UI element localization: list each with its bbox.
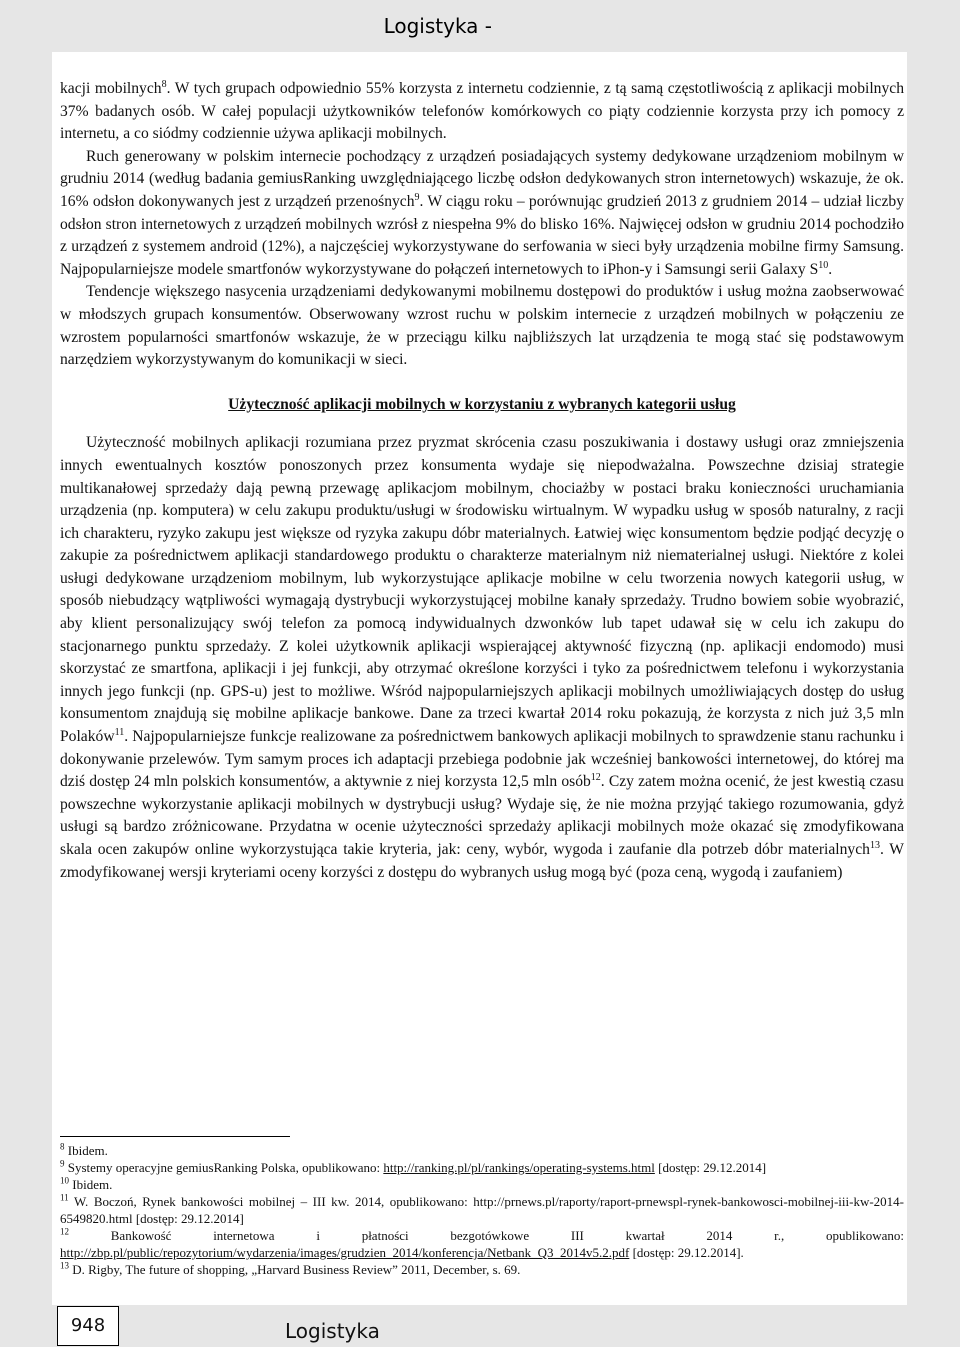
paragraph	[60, 78, 904, 146]
footer-title: Logistyka	[285, 1319, 380, 1343]
header-title: Logistyka -	[383, 14, 492, 38]
footnote-number: 13	[60, 1260, 69, 1271]
document-page	[52, 52, 907, 1305]
footnote-text: Ibidem.	[67, 1143, 108, 1158]
footnote-ref: 9	[414, 191, 420, 203]
footnote-ref: 8	[161, 78, 167, 90]
footnote-number: 9	[60, 1158, 65, 1169]
article-body	[60, 78, 904, 884]
text-run: kacji mobilnych	[60, 80, 162, 97]
footnote-text: Systemy operacyjne gemiusRanking Polska, opublikowano:	[67, 1160, 384, 1175]
page-number: 948	[57, 1306, 119, 1346]
footnote-12	[60, 1227, 904, 1261]
footnote-ref: 13	[869, 839, 880, 851]
text-run: . W tych grupach odpowiednio 55% korzysta z internetu codziennie, z tą samą częstotliwością z aplikacji mobilnych 37% badanych osób. W całej populacji użytkowników telefonów komórkowych co piąty codziennie korzysta przy ich pomocy z internetu, a co siódmy codziennie używa aplikacji mobilnych.	[60, 80, 904, 143]
text-run: . Najpopularniejsze funkcje realizowane za pośrednictwem bankowych aplikacji mobilnych to sprawdzenie stanu rachunku i dokonywanie przelewów. Tym samym proces ich adaptacji przebiega podobnie jak wcześniej bankowości internetowej, do której ma dziś dostęp 24 mln polskich konsumentów, a aktywnie z niej korzysta 12,5 mln osób	[60, 728, 904, 791]
footnote-ref: 11	[114, 726, 125, 738]
footnote-ref: 10	[818, 259, 829, 271]
paragraph: Tendencje większego nasycenia urządzeniami dedykowanymi mobilnemu dostępowi do produktów i usług można zaobserwować w młodszych grupach konsumentów. Obserwowany wzrost ruchu w polskim internecie z urządzeń mobilnych w połączeniu ze wzrostem popularności smartfonów wskazuje, że w przeciągu kilku najbliższych lat urządzenia te mogą stać się podstawowym narzędziem wykorzystywanym do komunikacji w sieci.	[60, 283, 904, 369]
footnote-ref: 12	[590, 772, 601, 784]
footnote-text: D. Rigby, The future of shopping, „Harvard Business Review” 2011, December, s. 69.	[72, 1262, 521, 1277]
footnote-text: W. Boczoń, Rynek bankowości mobilnej – III kw. 2014, opublikowano: http://prnews.pl/raporty/raport-prnewspl-rynek-bankowosci-mobilnej-iii-kw-2014-6549820.html [dostęp: 29.12.2014]	[60, 1194, 904, 1226]
text-run: . W zmodyfikowanej wersji kryteriami oceny korzyści z dostępu do wybranych usług mogą być (poza ceną, wygodą i zaufaniem)	[60, 841, 904, 881]
text-run: .	[828, 260, 833, 278]
footnote-text: Ibidem.	[72, 1177, 113, 1192]
footnote-link[interactable]: http://zbp.pl/public/repozytorium/wydarzenia/images/grudzien_2014/konferencja/Netbank_Q3_2014v5.2.pdf	[60, 1245, 630, 1260]
footnote-text: [dostęp: 29.12.2014]	[654, 1160, 767, 1175]
footnote-number: 12	[60, 1226, 69, 1237]
text-run: Ruch generowany w polskim internecie pochodzący z urządzeń posiadających systemy dedykowane urządzeniom mobilnym w grudniu 2014 (według badania gemiusRanking uwzględniającego liczbę odsłon dedykowanych stron internetowych) wskazuje, że ok. 16% odsłon dokonywanych jest z urządzeń przenośnych	[60, 147, 904, 210]
text-run: . W ciągu roku – porównując grudzień 2013 z grudniem 2014 – udział liczby odsłon stron internetowych z urządzeń mobilnych wzrósł z niespełna 9% do blisko 16%. Najwięcej odsłon w grudniu 2014 pochodziło z urządzeń z systemem android (12%), a najczęściej wykorzystywane do serfowania w sieci były urządzenia mobilne firmy Samsung. Najpopularniejsze modele smartfonów wykorzystywane do połączeń internetowych to iPhon-y i Samsungi serii Galaxy S	[60, 192, 904, 278]
footnote-10	[60, 1176, 904, 1193]
footnote-text: Bankowość internetowa i płatności bezgotówkowe III kwartał 2014 r., opublikowano:	[110, 1228, 904, 1243]
footnote-link[interactable]: http://ranking.pl/pl/rankings/operating-systems.html	[383, 1160, 655, 1175]
footnote-9	[60, 1159, 904, 1176]
footnote-13	[60, 1261, 904, 1278]
footnote-number: 11	[60, 1192, 69, 1203]
page-header	[0, 0, 960, 44]
footnote-separator	[60, 1136, 290, 1137]
text-run: . Czy zatem można ocenić, że jest kwestią czasu powszechne wykorzystanie aplikacji mobilnych w dystrybucji usług? Wydaje się, że nie można przyjąć takiego rozumowania, gdyż usługi są bardzo zróżnicowane. Przydatna w ocenie użyteczności sprzedaży aplikacji mobilnych może okazać się zmodyfikowana skala ocen zakupów online wykorzystująca takie kryteria, jak: ceny, wybór, wygoda i zaufanie dla potrzeb dóbr materialnych	[60, 773, 904, 858]
footnote-number: 8	[60, 1141, 65, 1152]
section-heading: Użyteczność aplikacji mobilnych w korzystaniu z wybranych kategorii usług	[228, 395, 736, 413]
paragraph	[60, 146, 904, 282]
footnotes	[60, 1142, 904, 1278]
footnote-11	[60, 1193, 904, 1227]
text-run: Użyteczność mobilnych aplikacji rozumiana przez pryzmat skrócenia czasu poszukiwania i dostawy usługi oraz zmniejszenia innych ewentualnych kosztów ponoszonych przez konsumenta wydaje się niepodważalna. Powszechne dzisiaj strategie multikanałowej sprzedaży dają pewną przewagę aplikacjom mobilnym, chociażby w postaci braku konieczności uruchamiania urządzenia (np. komputera) w celu zakupu produktu/usługi w środowisku wirtualnym. W wypadku usług w sposób naturalny, z racji ich charakteru, ryzyko zakupu jest większe od ryzyka zakupu dóbr materialnych. Łatwiej więc konsumentom będzie podjąć decyzję o zakupie za pośrednictwem aplikacji standardowego produktu o charakterze materialnym niż niematerialnej usługi. Niektóre z kolei usługi dedykowane urządzeniom mobilnym, lub wykorzystujące aplikacje mobilne w celu tworzenia nowych kategorii usług, w sposób niebudzący wątpliwości wymagają dystrybucji wykorzystującej mobilne kanały sprzedaży. Trudno bowiem sobie wyobrazić, aby klient personalizujący swój telefon za pomocą indywidualnych dzwonków lub tapet udawał się w celu ich zakupu do stacjonarnego punktu sprzedaży. Z kolei użytkownik aplikacji wspierającej aktywność fizyczną (np. aplikacji endomodo) musi skorzystać ze smartfona, aplikacji i jej funkcji, aby otrzymać określone korzyści i tyko za pośrednictwem telefonu i wykorzystania innych jego funkcji (np. GPS-u) jest to możliwe. Wśród najpopularniejszych aplikacji mobilnych umożliwiających dostęp do usług konsumentom znajdują się mobilne aplikacje bankowe. Dane za trzeci kwartał 2014 roku pokazują, że korzysta z nich już 3,5 mln Polaków	[60, 434, 904, 746]
footnote-number: 10	[60, 1175, 69, 1186]
footnote-8	[60, 1142, 904, 1159]
paragraph	[60, 432, 904, 884]
footnote-text: [dostęp: 29.12.2014].	[629, 1245, 744, 1260]
